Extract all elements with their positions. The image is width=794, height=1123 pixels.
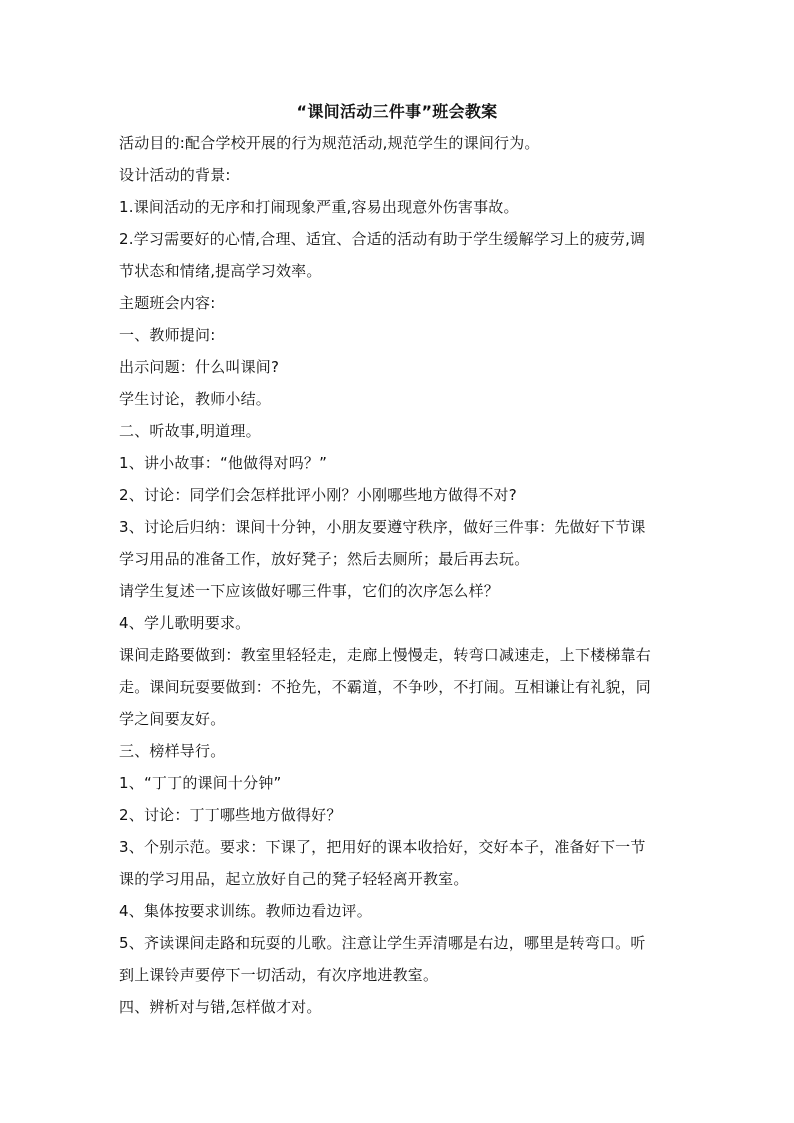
- paragraph-line: 四、辨析对与错,怎样做才对。: [119, 998, 322, 1016]
- paragraph-line: 主题班会内容:: [119, 294, 216, 312]
- paragraph-line: 2、讨论：丁丁哪些地方做得好？: [119, 806, 342, 824]
- paragraph-line: 3、讨论后归纳：课间十分钟，小朋友要遵守秩序，做好三件事：先做好下节课: [119, 518, 646, 536]
- paragraph-line: 走。课间玩耍要做到：不抢先，不霸道，不争吵，不打闹。互相谦让有礼貌，同: [119, 678, 652, 696]
- paragraph-line: 课的学习用品，起立放好自己的凳子轻轻离开教室。: [119, 870, 469, 888]
- document-title: “课间活动三件事”班会教案: [296, 102, 498, 121]
- document-body: [119, 127, 679, 1023]
- paragraph-line: 1、“丁丁的课间十分钟”: [119, 774, 282, 792]
- paragraph-line: 请学生复述一下应该做好哪三件事，它们的次序怎么样？: [119, 582, 500, 600]
- paragraph-line: 1.课间活动的无序和打闹现象严重,容易出现意外伤害事故。: [119, 198, 519, 216]
- paragraph-line: 活动目的:配合学校开展的行为规范活动,规范学生的课间行为。: [119, 134, 540, 152]
- paragraph-line: 2、讨论：同学们会怎样批评小刚？小刚哪些地方做得不对?: [119, 486, 517, 504]
- paragraph-line: 出示问题：什么叫课间?: [119, 358, 280, 376]
- paragraph-line: 节状态和情绪,提高学习效率。: [119, 262, 322, 280]
- paragraph-line: 1、讲小故事：“他做得对吗？”: [119, 454, 328, 472]
- paragraph-line: 到上课铃声要停下一切活动，有次序地进教室。: [119, 966, 439, 984]
- paragraph-line: 设计活动的背景:: [119, 166, 231, 184]
- paragraph-line: 课间走路要做到：教室里轻轻走，走廊上慢慢走，转弯口减速走，上下楼梯靠右: [119, 646, 652, 664]
- paragraph-line: 5、齐读课间走路和玩耍的儿歌。注意让学生弄清哪是右边，哪里是转弯口。听: [119, 934, 646, 952]
- paragraph-line: 三、榜样导行。: [119, 742, 226, 760]
- paragraph-line: 4、集体按要求训练。教师边看边评。: [119, 902, 372, 920]
- paragraph-line: 2.学习需要好的心情,合理、适宜、合适的活动有助于学生缓解学习上的疲劳,调: [119, 230, 646, 248]
- paragraph-line: 学生讨论，教师小结。: [119, 390, 272, 408]
- paragraph-line: 3、个别示范。要求：下课了，把用好的课本收拾好，交好本子，准备好下一节: [119, 838, 646, 856]
- paragraph-line: 学习用品的准备工作，放好凳子；然后去厕所；最后再去玩。: [119, 550, 530, 568]
- paragraph-line: 学之间要友好。: [119, 710, 226, 728]
- paragraph-line: 4、学儿歌明要求。: [119, 614, 251, 632]
- paragraph-line: 一、教师提问:: [119, 326, 216, 344]
- paragraph-line: 二、听故事,明道理。: [119, 422, 261, 440]
